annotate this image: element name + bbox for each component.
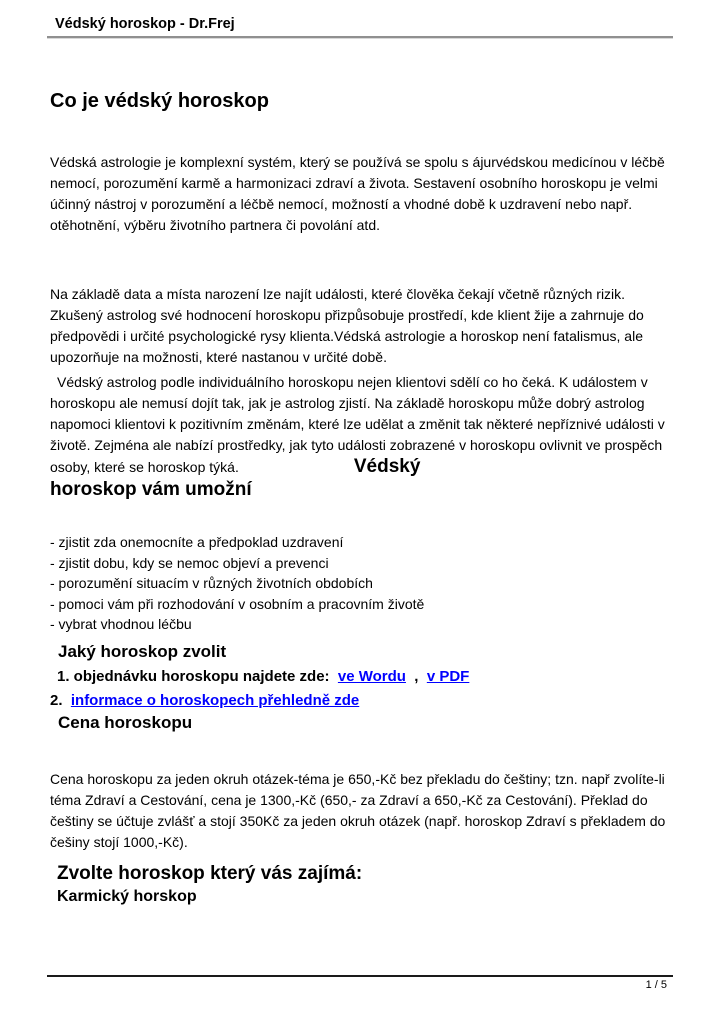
header-rule	[47, 36, 673, 38]
vedsky-heading-inline: Védský	[353, 456, 421, 477]
info-instruction-number: 2.	[50, 691, 71, 709]
karmic-horoscope-heading: Karmický horskop	[57, 887, 197, 905]
horoscope-info-link[interactable]: informace o horoskopech přehledně zde	[70, 691, 360, 709]
benefit-item: - vybrat vhodnou léčbu	[50, 616, 192, 632]
intro-paragraph: Védská astrologie je komplexní systém, který se používá se spolu s ájurvédskou medicínou v léčbě nemocí, porozumění karmě a harmonizaci zdraví a života. Sestavení osobního horoskopu je velmi účinný nástroj v porozumění a léčbě nemocí, možností a vhodné době k uzdravení nebo např. otěhotnění, výběru životního partnera či povolání atd.	[50, 154, 665, 233]
benefit-item: - zjistit dobu, kdy se nemoc objeví a prevenci	[50, 554, 329, 571]
header-title: Védský horoskop - Dr.Frej	[55, 16, 235, 32]
benefits-list	[50, 532, 675, 635]
astrologer-paragraph	[50, 372, 675, 478]
vedsky-heading-continuation: horoskop vám umožní	[50, 479, 252, 500]
document-header	[50, 0, 675, 38]
prediction-paragraph: Na základě data a místa narození lze najít události, které člověka čekají včetně různých rizik. Zkušený astrolog své hodnocení horoskopu přizpůsobuje prostředí, kde klient žije a zahrnuje do předpovědi i určité psychologické rysy klienta.Védská astrologie a horoskop není fatalismus, ale upozorňuje na možnosti, které nastanou v určité době.	[50, 286, 644, 365]
page-title: Co je védský horoskop	[50, 90, 269, 112]
info-instruction	[50, 690, 675, 712]
astrologer-paragraph-text: Védský astrolog podle individuálního horoskopu nejen klientovi sdělí co ho čeká. K událostem v horoskopu ale nemusí dojít tak, jak je astrolog zjistí. Na základě horoskopu může dobrý astrolog napomoci klientovi k pozitivním změnám, které lze udělat a změnit tak některé nepříznivé události v životě. Zejména ale nabízí prostředky, jak tyto události zobrazené v horoskopu ovlivnit ve prospěch osoby, které se horoskop týká.	[50, 374, 665, 475]
benefit-item: - zjistit zda onemocníte a předpoklad uzdravení	[50, 534, 344, 550]
order-instruction-text: 1. objednávku horoskopu najdete zde:	[57, 667, 338, 685]
price-heading: Cena horoskopu	[58, 712, 193, 732]
link-separator: ,	[405, 667, 427, 685]
select-heading: Zvolte horoskop který vás zajímá:	[57, 862, 363, 884]
benefit-item: - pomoci vám při rozhodování v osobním a pracovním životě	[50, 595, 425, 612]
document-footer	[47, 975, 673, 992]
price-paragraph: Cena horoskopu za jeden okruh otázek-téma je 650,-Kč bez překladu do češtiny; tzn. např zvolíte-li téma Zdraví a Cestování, cena je 1300,-Kč (650,- za Zdraví a 650,-Kč za Cestování). Překlad do češtiny se účtuje zvlášť a stojí 350Kč za jeden okruh otázek (např. horoskop Zdraví s překladem do češiny stojí 1000,-Kč).	[50, 770, 666, 850]
pdf-order-link[interactable]: v PDF	[426, 667, 470, 685]
page-number: 1 / 5	[645, 979, 667, 991]
footer-rule	[47, 975, 673, 977]
order-instruction	[50, 666, 675, 688]
benefit-item: - porozumění situacím v různých životních obdobích	[50, 575, 373, 591]
choose-heading: Jaký horoskop zvolit	[58, 641, 227, 661]
word-order-link[interactable]: ve Wordu	[337, 667, 406, 685]
